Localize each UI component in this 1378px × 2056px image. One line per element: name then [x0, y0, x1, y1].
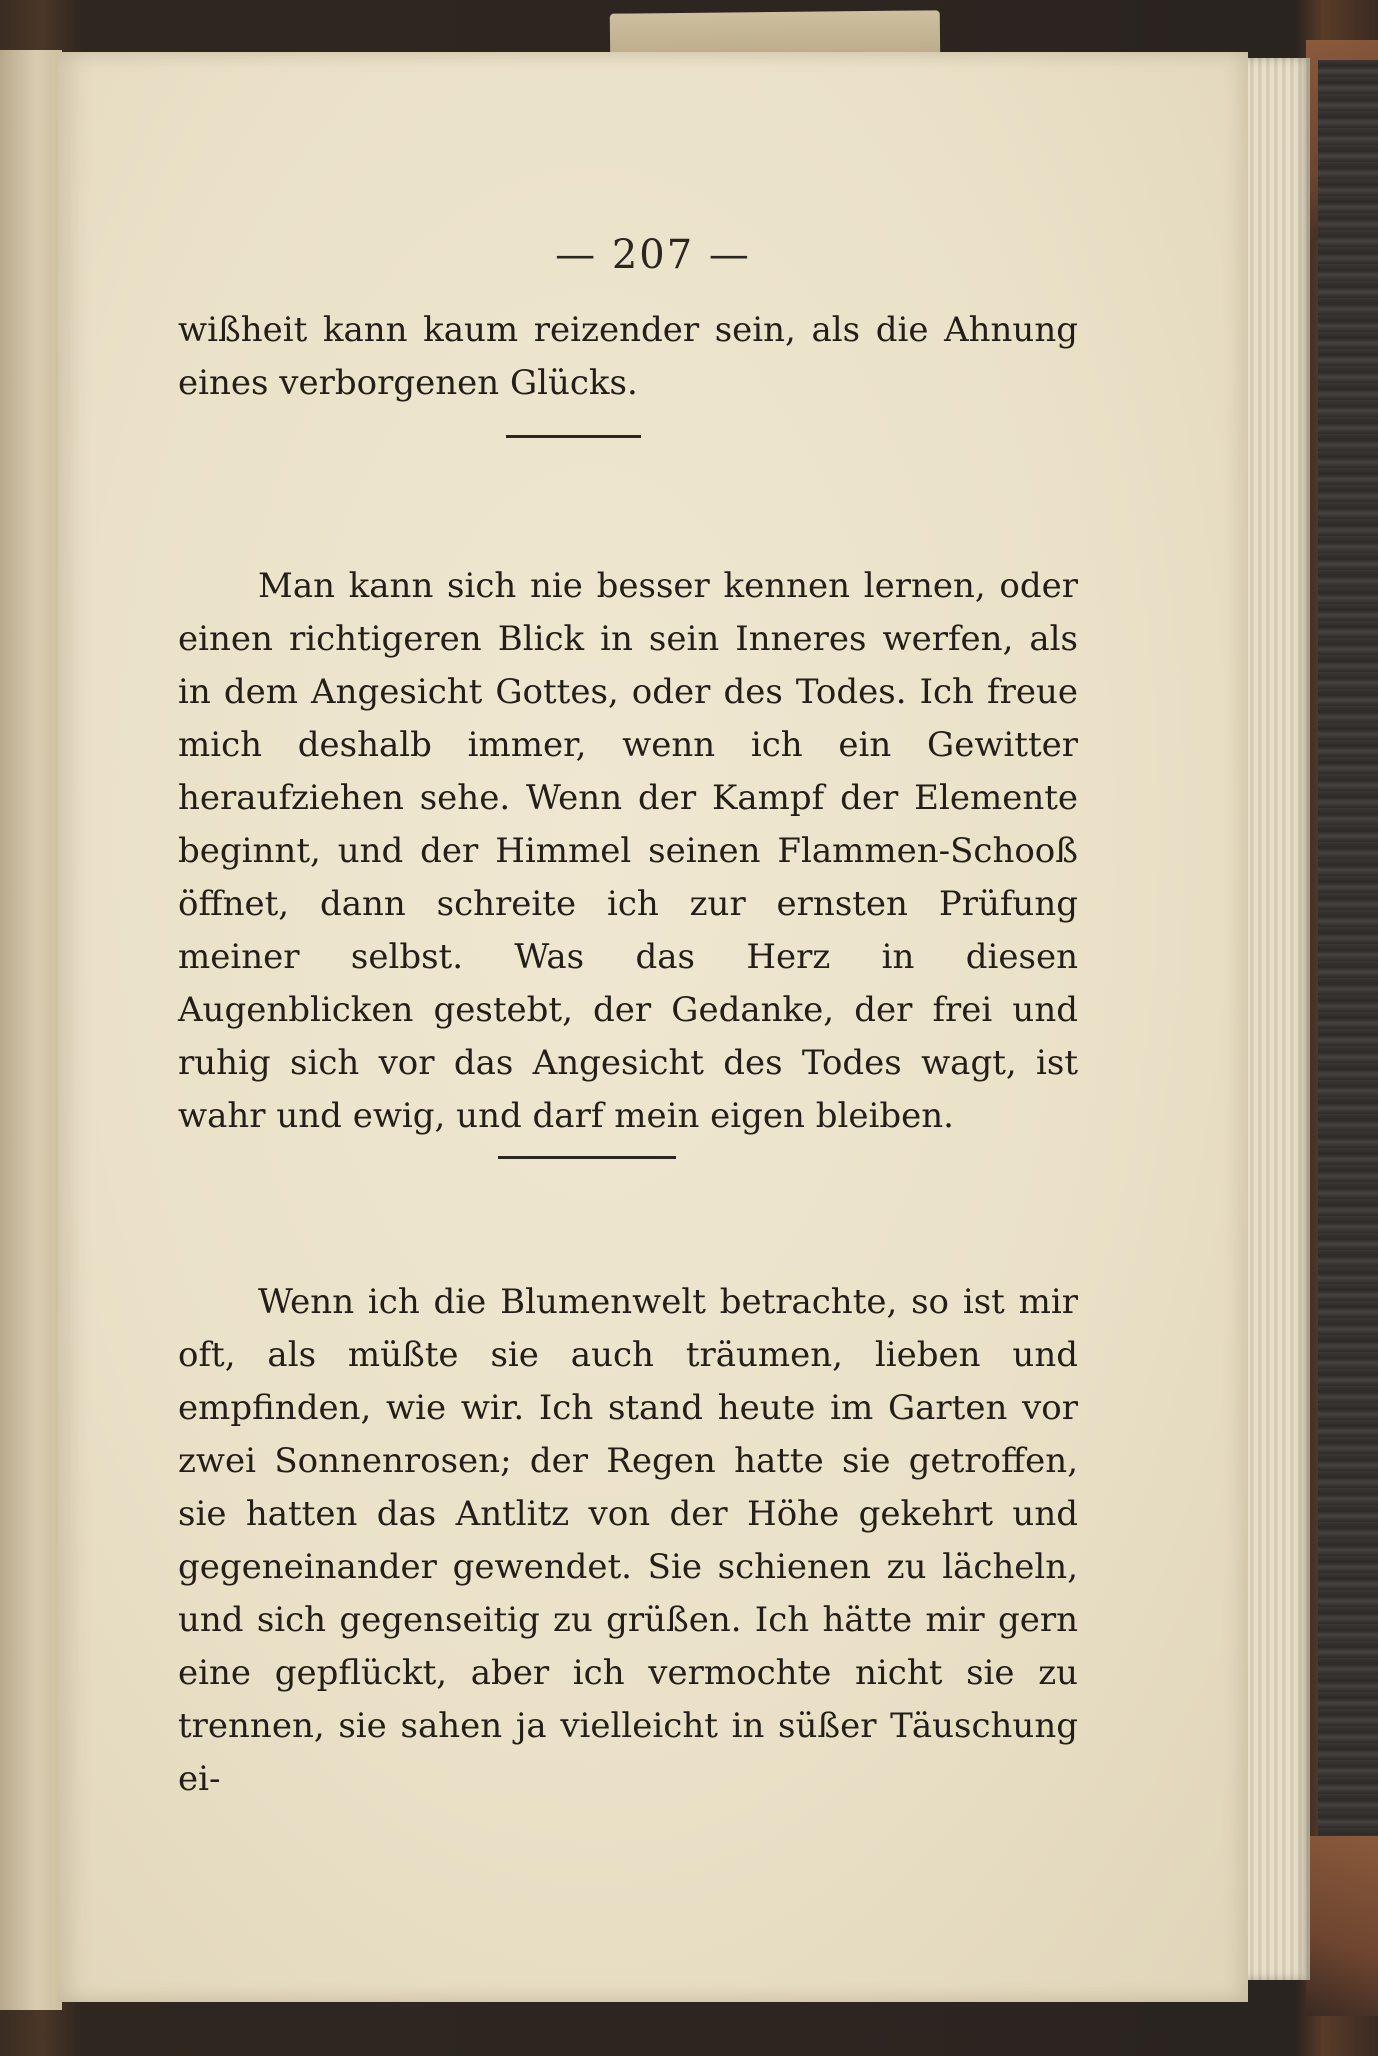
section-divider	[498, 1156, 676, 1159]
book-spine	[1318, 60, 1378, 2000]
paragraph-thunderstorm	[178, 560, 1078, 1143]
paragraph-continuation	[178, 304, 1078, 410]
paragraph-text: wißheit kann kaum reizender sein, als die Ahnung eines verborgenen Glücks.	[178, 310, 1078, 403]
book-page	[58, 52, 1248, 2002]
section-divider	[506, 435, 641, 438]
paragraph-flowers	[178, 1276, 1078, 1806]
paragraph-text: Man kann sich nie besser kennen lernen, oder einen richtigeren Blick in sein Inneres werfen, als in dem Angesicht Gottes, oder des Todes. Ich freue mich deshalb immer, wenn ich ein Gewitter heraufziehen sehe. Wenn der Kampf der Elemente beginnt, und der Himmel seinen Flammen-Schooß öffnet, dann schreite ich zur ernsten Prüfung meiner selbst. Was das Herz in diesen Augenblicken gestebt, der Gedanke, der frei und ruhig sich vor das Angesicht des Todes wagt, ist wahr und ewig, und darf mein eigen bleiben.	[178, 566, 1078, 1136]
leather-corner-bottom	[1306, 1836, 1378, 2016]
page-number: — 207 —	[555, 232, 751, 278]
paragraph-text: Wenn ich die Blumenwelt betrachte, so ist mir oft, als müßte sie auch träumen, lieben und empfinden, wie wir. Ich stand heute im Garten vor zwei Sonnenrosen; der Regen hatte sie getroffen, sie hatten das Antlitz von der Höhe gekehrt und gegeneinander gewendet. Sie schienen zu lächeln, und sich gegenseitig zu grüßen. Ich hätte mir gern eine gepflückt, aber ich vermochte nicht sie zu trennen, sie sahen ja vielleicht in süßer Täuschung ei-	[178, 1282, 1078, 1799]
left-page-edge	[0, 50, 62, 2010]
